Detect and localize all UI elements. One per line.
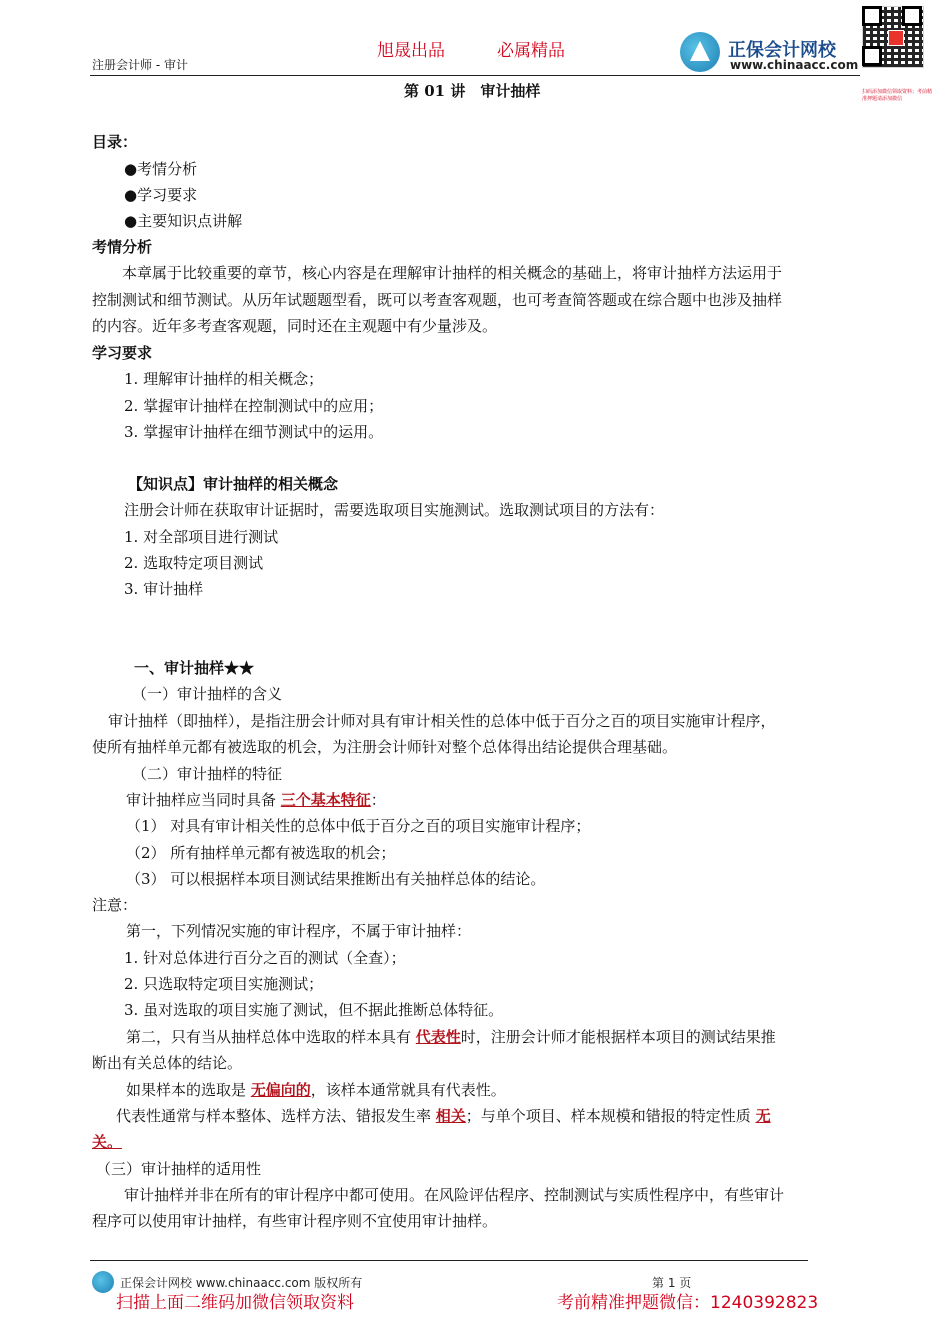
- applicability-line: 审计抽样并非在所有的审计程序中都可使用。在风险评估程序、控制测试与实质性程序中，有些审计: [124, 1186, 785, 1204]
- paragraph-line: 控制测试和细节测试。从历年试题题型看，既可以考查客观题，也可考查简答题或在综合题中也涉及抽样: [92, 291, 783, 309]
- unbiased-prefix: 如果样本的选取是: [126, 1081, 251, 1099]
- qr-caption: 扫码添加微信领取资料；考前精准押题请添加微信: [862, 89, 933, 102]
- knowledge-heading: 【知识点】审计抽样的相关概念: [128, 475, 339, 493]
- chinaacc-logo-icon: [680, 32, 720, 72]
- toc-heading: 目录：: [92, 133, 138, 151]
- unbiased-line: [126, 1080, 506, 1100]
- footer-copyright: 正保会计网校 www.chinaacc.com 版权所有: [120, 1276, 363, 1290]
- lecture-title: 第 01 讲 审计抽样: [404, 82, 541, 100]
- emphasis-unbiased: 无偏向的: [250, 1081, 311, 1099]
- knowledge-item: 1. 对全部项目进行测试: [124, 528, 279, 546]
- feature-item: （3） 可以根据样本项目测试结果推断出有关抽样总体的结论。: [126, 870, 546, 888]
- second-suffix: 时，注册会计师才能根据样本项目的测试结果推: [460, 1028, 776, 1046]
- subsection-heading: （三）审计抽样的适用性: [96, 1160, 262, 1178]
- footer-promo-right: 考前精准押题微信：1240392823: [557, 1293, 819, 1313]
- applicability-line: 程序可以使用审计抽样，有些审计程序则不宜使用审计抽样。: [92, 1212, 498, 1230]
- note-first: 第一，下列情况实施的审计程序，不属于审计抽样：: [126, 922, 472, 940]
- emphasis-representative: 代表性: [415, 1028, 461, 1046]
- emphasis-unrelated-a: 无: [755, 1107, 771, 1125]
- features-intro: [126, 790, 386, 810]
- qr-corner-bl: [862, 46, 882, 66]
- knowledge-item: 2. 选取特定项目测试: [124, 554, 264, 572]
- footer-logo-icon: [92, 1271, 114, 1293]
- toc-item: ●学习要求: [124, 186, 198, 204]
- requirement-item: 2. 掌握审计抽样在控制测试中的应用；: [124, 397, 384, 415]
- definition-line: 审计抽样（即抽样），是指注册会计师对具有审计相关性的总体中低于百分之百的项目实施审计程序，: [108, 712, 776, 730]
- qr-corner-tr: [902, 6, 922, 26]
- note-second-line2: 断出有关总体的结论。: [92, 1054, 243, 1072]
- qr-corner-tl: [862, 6, 882, 26]
- subsection-heading: （二）审计抽样的特征: [132, 765, 283, 783]
- qr-logo-icon: [888, 30, 904, 46]
- section-heading: 一、审计抽样★★: [134, 659, 255, 677]
- emphasis-unrelated-b: 关。: [92, 1133, 123, 1151]
- course-label: 注册会计师 - 审计: [92, 58, 188, 72]
- header-rule: [90, 75, 860, 76]
- note-first-item: 1. 针对总体进行百分之百的测试（全查）；: [124, 949, 406, 967]
- toc-item: ●主要知识点讲解: [124, 212, 243, 230]
- emphasis-related: 相关: [435, 1107, 466, 1125]
- paragraph-line: 本章属于比较重要的章节，核心内容是在理解审计抽样的相关概念的基础上，将审计抽样方法运用于: [122, 264, 783, 282]
- features-suffix: ：: [370, 791, 386, 809]
- features-prefix: 审计抽样应当同时具备: [126, 791, 281, 809]
- note-first-item: 3. 虽对选取的项目实施了测试，但不据此推断总体特征。: [124, 1001, 504, 1019]
- feature-item: （1） 对具有审计相关性的总体中低于百分之百的项目实施审计程序；: [126, 817, 591, 835]
- brand-left-text: 旭晟出品: [377, 41, 445, 61]
- subsection-heading: （一）审计抽样的含义: [132, 685, 283, 703]
- second-prefix: 第二，只有当从抽样总体中选取的样本具有: [126, 1028, 416, 1046]
- definition-line: 使所有抽样单元都有被选取的机会，为注册会计师针对整个总体得出结论提供合理基础。: [92, 738, 678, 756]
- requirement-item: 1. 理解审计抽样的相关概念；: [124, 370, 324, 388]
- knowledge-item: 3. 审计抽样: [124, 580, 204, 598]
- exam-analysis-heading: 考情分析: [92, 238, 153, 256]
- note-second-line: [126, 1027, 776, 1047]
- footer-rule: [90, 1260, 808, 1261]
- rep-mid: ；与单个项目、样本规模和错报的特定性质: [465, 1107, 756, 1125]
- requirement-item: 3. 掌握审计抽样在细节测试中的运用。: [124, 423, 384, 441]
- requirements-heading: 学习要求: [92, 344, 153, 362]
- note-first-item: 2. 只选取特定项目实施测试；: [124, 975, 324, 993]
- rep-prefix: 代表性通常与样本整体、选样方法、错报发生率: [116, 1107, 436, 1125]
- footer-promo-left: 扫描上面二维码加微信领取资料: [116, 1293, 354, 1313]
- footer-page-number: 第 1 页: [652, 1276, 692, 1290]
- toc-item: ●考情分析: [124, 160, 198, 178]
- logo-name: 正保会计网校: [728, 40, 836, 61]
- paragraph-line: 的内容。近年多考查客观题，同时还在主观题中有少量涉及。: [92, 317, 498, 335]
- feature-item: （2） 所有抽样单元都有被选取的机会；: [126, 844, 396, 862]
- emphasis-three-features: 三个基本特征: [280, 791, 371, 809]
- brand-right-text: 必属精品: [497, 41, 565, 61]
- logo-url: www.chinaacc.com: [730, 58, 859, 72]
- representative-line: [116, 1106, 771, 1126]
- unbiased-suffix: ，该样本通常就具有代表性。: [310, 1081, 506, 1099]
- note-label: 注意：: [92, 896, 138, 914]
- knowledge-intro: 注册会计师在获取审计证据时，需要选取项目实施测试。选取测试项目的方法有：: [124, 501, 665, 519]
